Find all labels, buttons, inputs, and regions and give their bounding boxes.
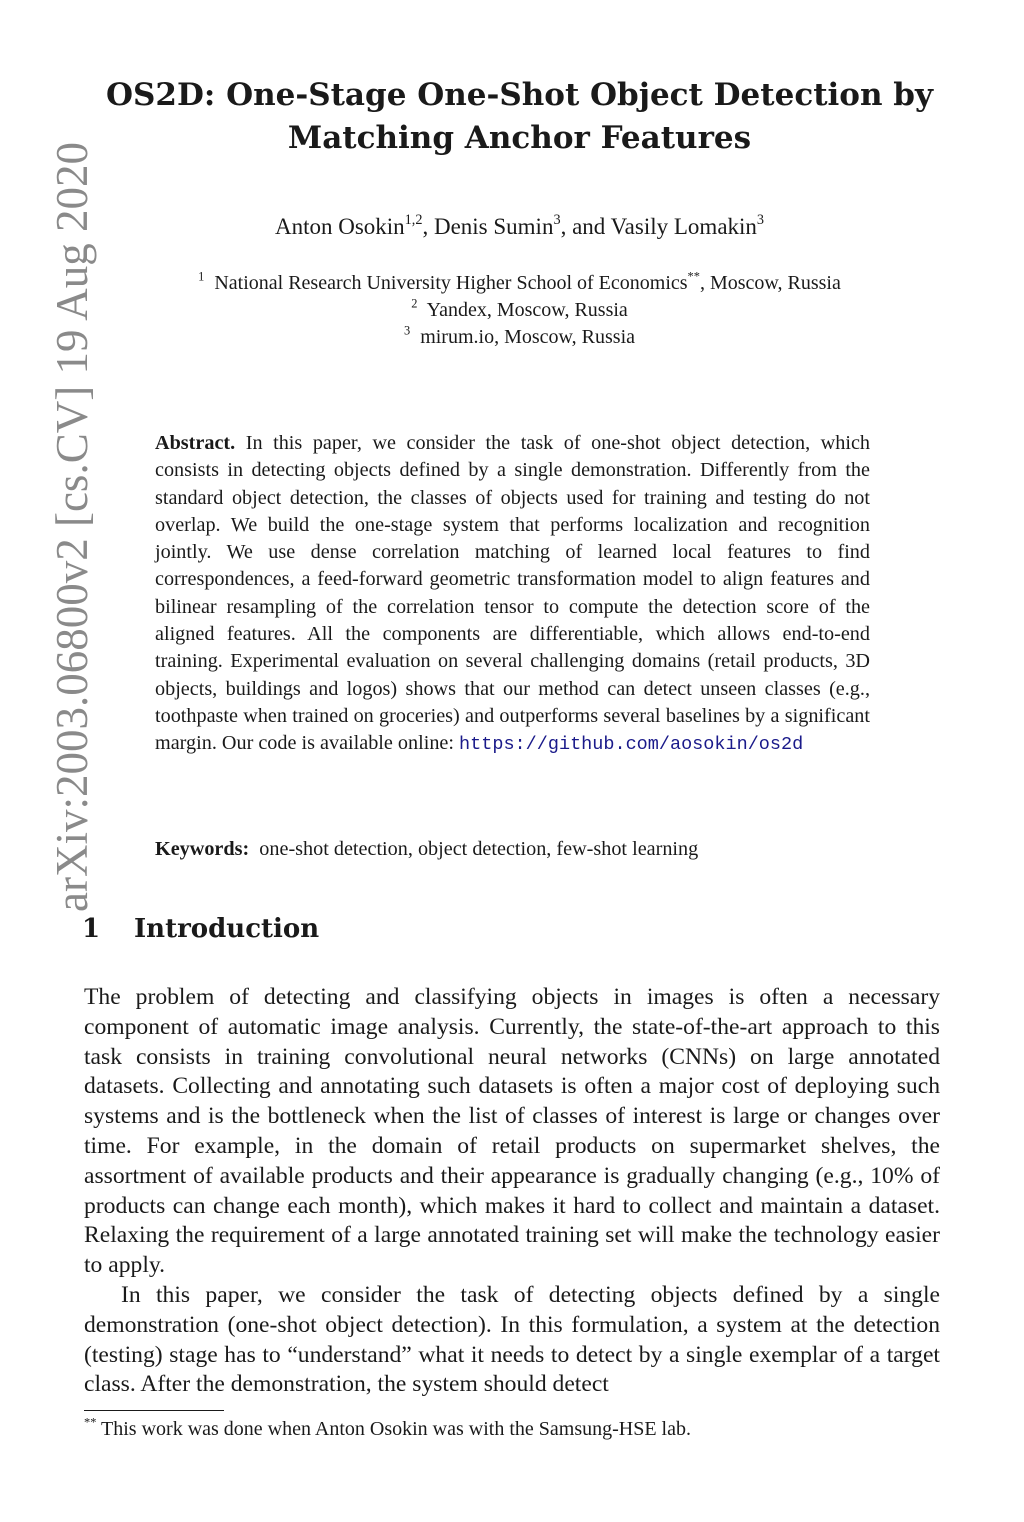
author-name: Denis Sumin bbox=[433, 214, 554, 239]
author-affil-sup: 3 bbox=[553, 212, 561, 229]
author-name: Anton Osokin bbox=[274, 214, 405, 239]
keywords-text: one-shot detection, object detection, few-shot learning bbox=[259, 838, 699, 860]
footnote-rule bbox=[84, 1410, 224, 1411]
section-number: 1 bbox=[82, 914, 101, 944]
section-title: Introduction bbox=[134, 914, 320, 944]
code-link[interactable]: https://github.com/aosokin/os2d bbox=[459, 734, 804, 756]
abstract bbox=[155, 430, 870, 759]
affiliation-3: $^3$ mirum.io, Moscow, Russia bbox=[403, 323, 636, 348]
arxiv-stamp: arXiv:2003.06800v2 [cs.CV] 19 Aug 2020 bbox=[47, 142, 97, 912]
footnote bbox=[84, 1415, 940, 1441]
affiliation-2: $^2$ Yandex, Moscow, Russia bbox=[411, 296, 628, 321]
author-affil-sup: 3 bbox=[756, 212, 765, 229]
abstract-text: In this paper, we consider the task of one-shot object detection, which consists in detecting objects defined by a single demonstration. Differently from the standard object detection, the classes of objects used for training and testing do not overlap. We build the one-stage system that performs localization and recognition jointly. We use dense correlation matching of learned local features to find correspondences, a feed-forward geometric transformation model to align features and bilinear resampling of the correlation tensor to compute the detection score of the aligned features. All the components are differentiable, which allows end-to-end training. Experimental evaluation on several challenging domains (retail products, 3D objects, buildings and logos) shows that our method can detect unseen classes (e.g., toothpaste when trained on groceries) and outperforms several baselines by a significant margin. Our code is available online: bbox=[155, 432, 871, 755]
paragraph: The problem of detecting and classifying objects in images is often a necessary component of automatic image analysis. Currently, the state-of-the-art approach to this task consists in training convolutional neural networks (CNNs) on large annotated datasets. Collecting and annotating such datasets is often a major cost of deploying such systems and is the bottleneck when the list of classes of interest is large or changes over time. For example, in the domain of retail products on supermarket shelves, the assortment of available products and their appearance is gradually changing (e.g., 10% of products can change each month), which makes it hard to collect and maintain a dataset. Relaxing the requirement of a large annotated training set will make the technology easier to apply. bbox=[84, 984, 940, 1279]
paper-title: OS2D: One-Stage One-Shot Object Detection by Matching Anchor Features bbox=[106, 77, 933, 156]
footnote-mark: ** bbox=[687, 269, 700, 284]
keywords-label: Keywords: bbox=[155, 838, 250, 860]
abstract-label: Abstract. bbox=[155, 432, 236, 454]
footnote-mark: ** bbox=[84, 1415, 97, 1430]
body-text bbox=[84, 983, 940, 1400]
author-name: Vasily Lomakin bbox=[610, 214, 757, 239]
author-list: Anton Osokin$^{1,2}$, Denis Sumin$^3$, and Vasily Lomakin$^3$ bbox=[274, 212, 765, 239]
affiliation-1: $^1$ National Research University Higher School of Economics**, Moscow, Russia bbox=[198, 269, 841, 294]
author-affil-sup: 1,2 bbox=[404, 212, 423, 229]
paragraph: In this paper, we consider the task of detecting objects defined by a single demonstration (one-shot object detection). In this formulation, a system at the detection (testing) stage has to “understand” what it needs to detect by a single exemplar of a target class. After the demonstration, the system should detect bbox=[84, 1281, 940, 1398]
footnote-text: This work was done when Anton Osokin was with the Samsung-HSE lab. bbox=[101, 1418, 691, 1440]
keywords bbox=[155, 838, 870, 861]
section-heading bbox=[82, 914, 319, 944]
